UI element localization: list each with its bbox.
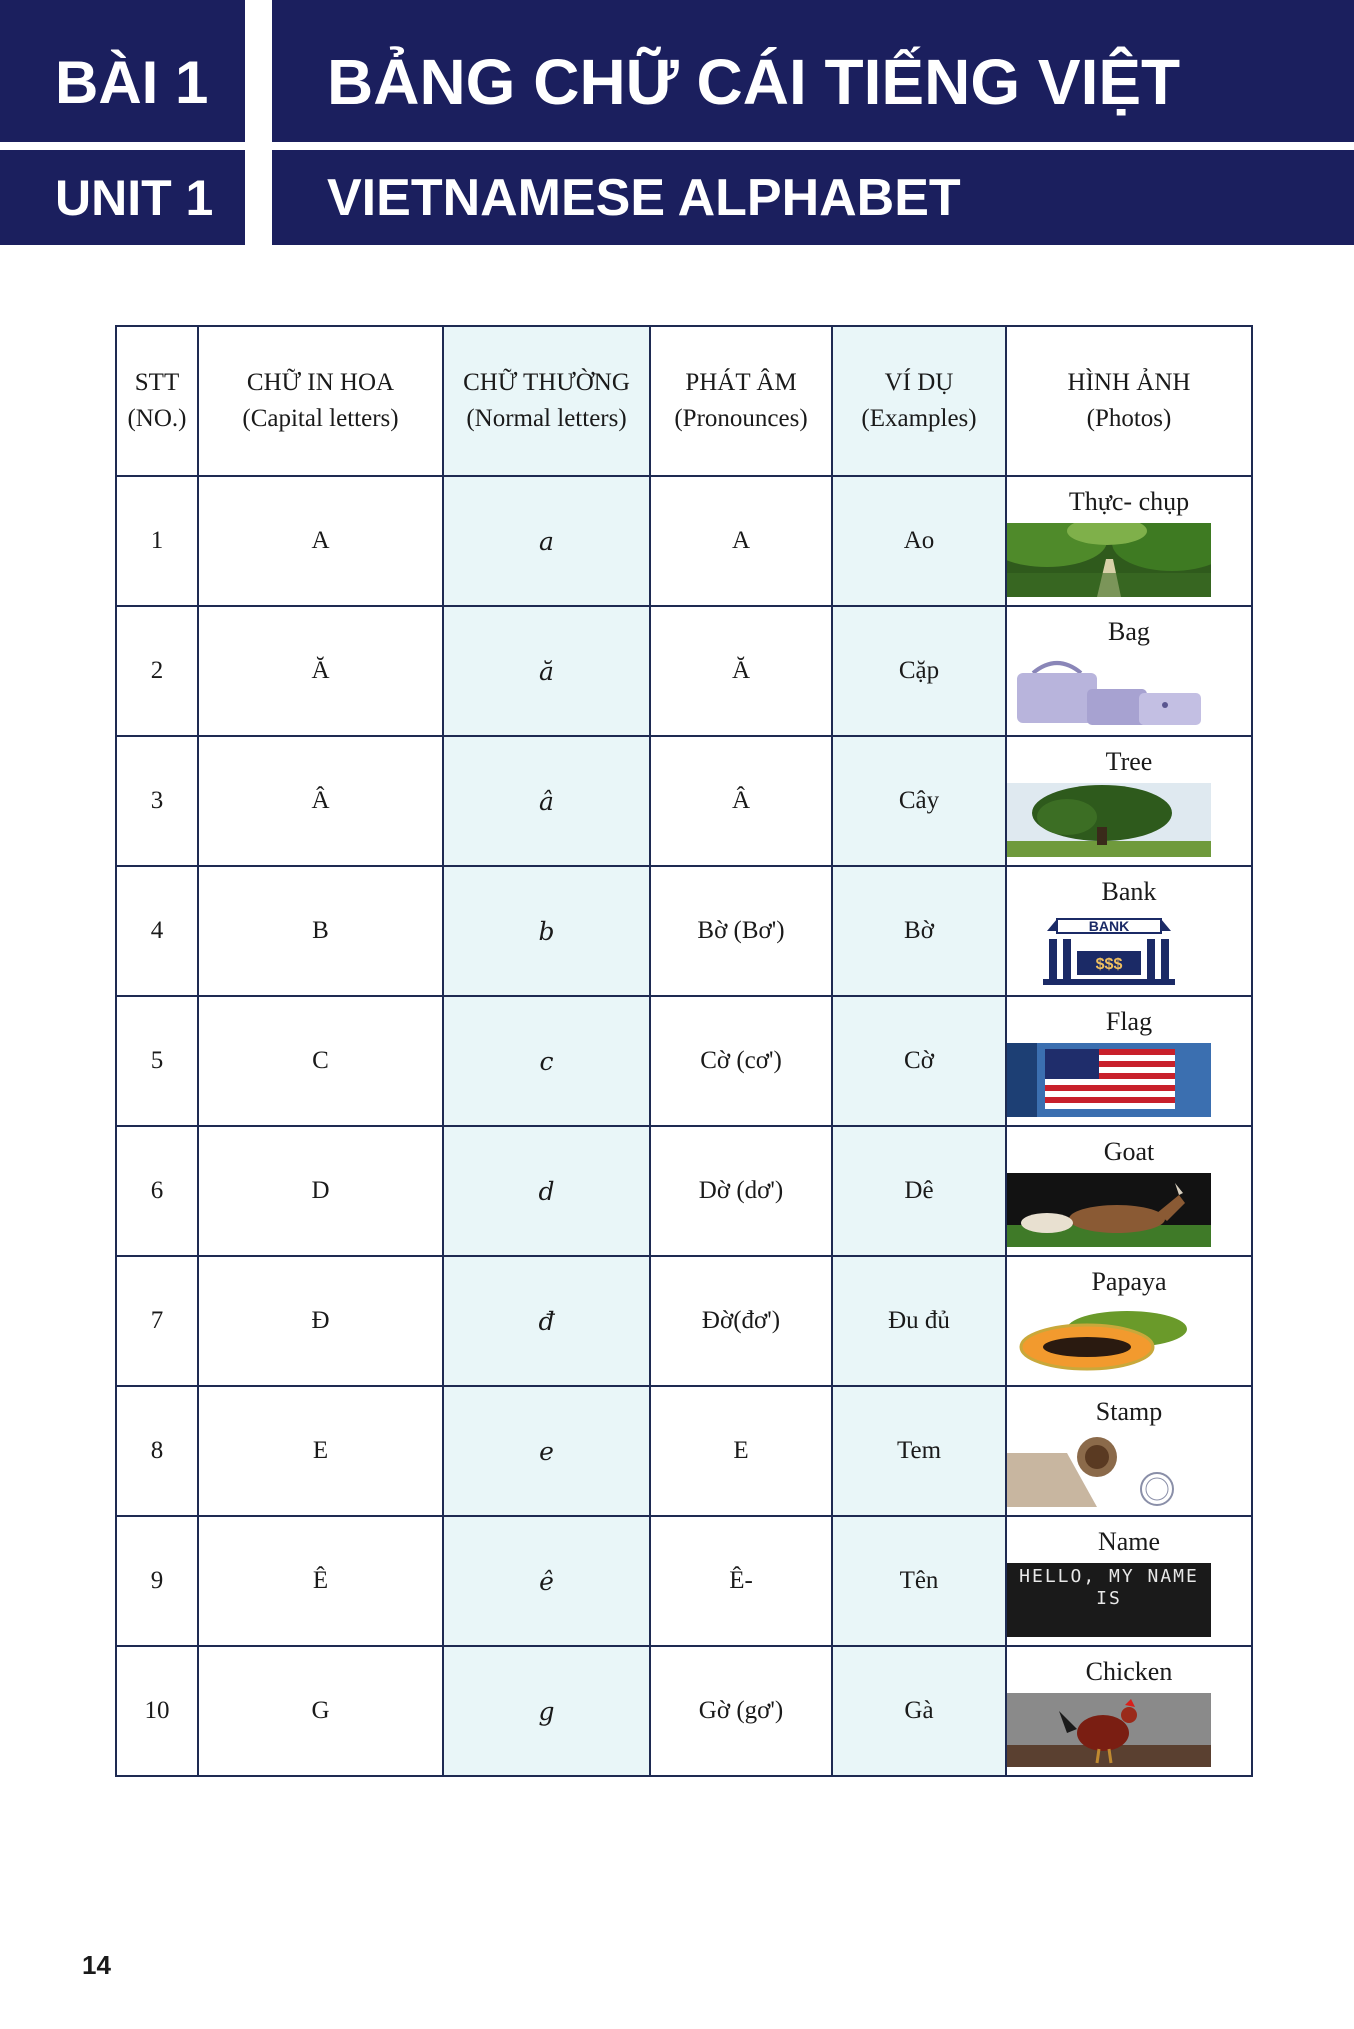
pronunciation: Bờ (Bơ') <box>650 866 832 996</box>
photo-label: Thực- chụp <box>1068 487 1190 516</box>
row-number: 6 <box>116 1126 198 1256</box>
example-word: Đu đủ <box>832 1256 1006 1386</box>
header-normal-en: (Normal letters) <box>466 405 627 432</box>
tree-image <box>1007 783 1211 857</box>
table-row <box>116 1256 1252 1386</box>
header-normal-vi: CHỮ THƯỜNG <box>463 368 630 396</box>
normal-letter: e <box>443 1386 650 1516</box>
photo-label: Chicken <box>1085 1657 1173 1686</box>
table-row <box>116 996 1252 1126</box>
flag-image <box>1007 1043 1211 1117</box>
photo-label: Flag <box>1105 1007 1153 1036</box>
photo-cell <box>1006 866 1252 996</box>
capital-letter: D <box>198 1126 443 1256</box>
header-no-vi: STT <box>134 368 180 396</box>
row-number: 5 <box>116 996 198 1126</box>
table-row <box>116 606 1252 736</box>
photo-cell <box>1006 1256 1252 1386</box>
row-number: 1 <box>116 476 198 606</box>
photo-cell <box>1006 606 1252 736</box>
header-capital <box>198 326 443 476</box>
row-number: 3 <box>116 736 198 866</box>
capital-letter: Đ <box>198 1256 443 1386</box>
example-word: Cặp <box>832 606 1006 736</box>
bank-sign-text: BANK <box>1088 918 1130 934</box>
normal-letter: b <box>443 866 650 996</box>
pronunciation: Gờ (gơ') <box>650 1646 832 1776</box>
photo-cell <box>1006 1126 1252 1256</box>
row-number: 10 <box>116 1646 198 1776</box>
photo-cell <box>1006 996 1252 1126</box>
capital-letter: Â <box>198 736 443 866</box>
table-header-row <box>116 326 1252 476</box>
example-word: Cây <box>832 736 1006 866</box>
bank-dollar-text: $$$ <box>1095 956 1123 973</box>
example-word: Tem <box>832 1386 1006 1516</box>
row-number: 4 <box>116 866 198 996</box>
row-number: 9 <box>116 1516 198 1646</box>
table-row <box>116 1516 1252 1646</box>
lesson-label: BÀI 1 <box>0 0 245 142</box>
normal-letter: â <box>443 736 650 866</box>
header-example <box>832 326 1006 476</box>
header-example-en: (Examples) <box>861 405 977 432</box>
header-capital-vi: CHỮ IN HOA <box>246 368 395 396</box>
header-normal <box>443 326 650 476</box>
example-word: Ao <box>832 476 1006 606</box>
example-word: Gà <box>832 1646 1006 1776</box>
example-word: Tên <box>832 1516 1006 1646</box>
lesson-title: BẢNG CHỮ CÁI TIẾNG VIỆT <box>272 0 1354 142</box>
photo-label: Bank <box>1101 877 1157 906</box>
stamp-image <box>1007 1433 1211 1507</box>
photo-cell <box>1006 1386 1252 1516</box>
photo-cell <box>1006 1646 1252 1776</box>
pronunciation: A <box>650 476 832 606</box>
photo-cell <box>1006 476 1252 606</box>
example-word: Bờ <box>832 866 1006 996</box>
photo-label: Bag <box>1108 617 1150 646</box>
row-number: 7 <box>116 1256 198 1386</box>
capital-letter: B <box>198 866 443 996</box>
table-row <box>116 1126 1252 1256</box>
pronunciation: Đờ(đơ') <box>650 1256 832 1386</box>
bags-image <box>1007 653 1211 727</box>
pronunciation: Ă <box>650 606 832 736</box>
capital-letter: A <box>198 476 443 606</box>
row-number: 2 <box>116 606 198 736</box>
header-capital-en: (Capital letters) <box>242 405 399 432</box>
pronunciation: Â <box>650 736 832 866</box>
photo-label: Papaya <box>1091 1267 1167 1296</box>
chicken-image <box>1007 1693 1211 1767</box>
header-photo-vi: HÌNH ẢNH <box>1067 368 1191 396</box>
pronunciation: Cờ (cơ') <box>650 996 832 1126</box>
unit-label: UNIT 1 <box>0 150 245 245</box>
page-number: 14 <box>82 1950 111 1980</box>
capital-letter: Ê <box>198 1516 443 1646</box>
example-word: Cờ <box>832 996 1006 1126</box>
forest-path-image <box>1007 523 1211 597</box>
normal-letter: ê <box>443 1516 650 1646</box>
header-no <box>116 326 198 476</box>
pronunciation: E <box>650 1386 832 1516</box>
header-example-vi: VÍ DỤ <box>884 368 954 396</box>
photo-label: Name <box>1097 1527 1161 1556</box>
table-row <box>116 1386 1252 1516</box>
photo-label: Stamp <box>1095 1397 1163 1426</box>
capital-letter: E <box>198 1386 443 1516</box>
bank-icon <box>1007 913 1211 987</box>
normal-letter: g <box>443 1646 650 1776</box>
photo-label: Goat <box>1103 1137 1155 1166</box>
table-row <box>116 866 1252 996</box>
normal-letter: đ <box>443 1256 650 1386</box>
normal-letter: c <box>443 996 650 1126</box>
goat-image <box>1007 1173 1211 1247</box>
photo-cell <box>1006 736 1252 866</box>
capital-letter: G <box>198 1646 443 1776</box>
normal-letter: d <box>443 1126 650 1256</box>
pronunciation: Ê- <box>650 1516 832 1646</box>
chalkboard-image <box>1007 1563 1211 1637</box>
normal-letter: a <box>443 476 650 606</box>
chalkboard-text: HELLO, MY NAME IS <box>1019 1566 1199 1609</box>
header-no-en: (NO.) <box>127 405 187 432</box>
normal-letter: ă <box>443 606 650 736</box>
header-pronounce <box>650 326 832 476</box>
capital-letter: Ă <box>198 606 443 736</box>
table-row <box>116 476 1252 606</box>
capital-letter: C <box>198 996 443 1126</box>
alphabet-table <box>115 325 1253 1777</box>
header-photo <box>1006 326 1252 476</box>
photo-cell <box>1006 1516 1252 1646</box>
header-pronounce-en: (Pronounces) <box>674 405 808 432</box>
unit-title: VIETNAMESE ALPHABET <box>272 150 1354 245</box>
header-pronounce-vi: PHÁT ÂM <box>685 368 797 396</box>
photo-label: Tree <box>1105 747 1153 776</box>
header-photo-en: (Photos) <box>1086 405 1172 432</box>
table-row <box>116 736 1252 866</box>
row-number: 8 <box>116 1386 198 1516</box>
table-row <box>116 1646 1252 1776</box>
pronunciation: Dờ (dơ') <box>650 1126 832 1256</box>
papaya-image <box>1007 1303 1211 1377</box>
example-word: Dê <box>832 1126 1006 1256</box>
